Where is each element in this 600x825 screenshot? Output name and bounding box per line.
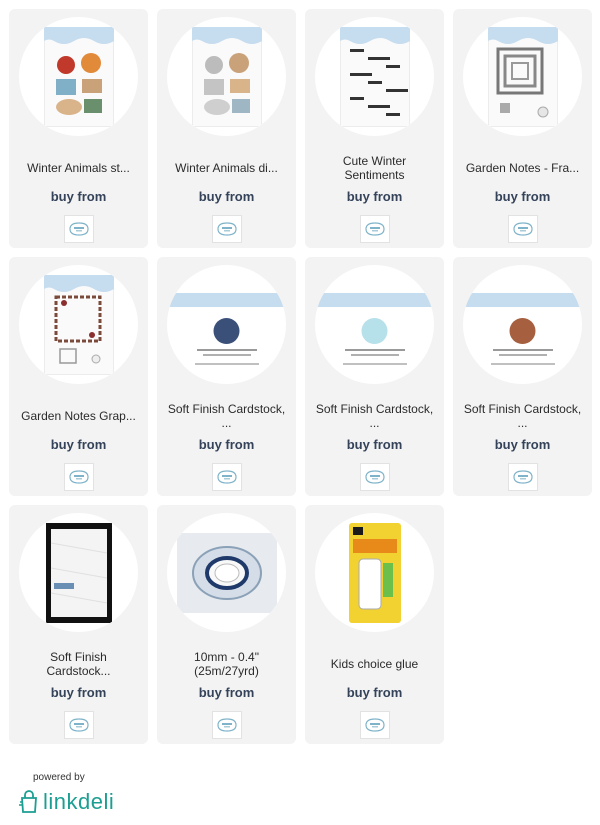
buy-from-button[interactable]: buy from — [50, 437, 107, 452]
product-image[interactable] — [315, 17, 434, 136]
powered-by-label: powered by — [33, 772, 85, 783]
product-title: Soft Finish Cardstock, ... — [463, 402, 582, 430]
buy-from-button[interactable]: buy from — [50, 189, 107, 204]
buy-from-button[interactable]: buy from — [198, 437, 255, 452]
product-image[interactable] — [19, 513, 138, 632]
product-card[interactable] — [305, 257, 444, 496]
shopping-bag-icon — [18, 790, 40, 814]
product-title: Soft Finish Cardstock... — [46, 650, 111, 678]
buy-from-button[interactable]: buy from — [346, 189, 403, 204]
product-image[interactable] — [315, 265, 434, 384]
product-card[interactable] — [453, 9, 592, 248]
product-image[interactable] — [167, 513, 286, 632]
product-title: Cute Winter Sentiments — [342, 154, 407, 182]
buy-from-button[interactable]: buy from — [494, 189, 551, 204]
product-image[interactable] — [463, 17, 582, 136]
product-title: 10mm - 0.4" (25m/27yrd) — [194, 650, 259, 678]
retailer-logo-icon[interactable] — [64, 711, 94, 739]
retailer-logo-icon[interactable] — [212, 711, 242, 739]
product-title: Soft Finish Cardstock, ... — [167, 402, 286, 430]
product-card[interactable] — [9, 9, 148, 248]
retailer-logo-icon[interactable] — [508, 463, 538, 491]
product-card[interactable] — [9, 505, 148, 744]
product-title: Garden Notes - Fra... — [465, 161, 580, 175]
retailer-logo-icon[interactable] — [508, 215, 538, 243]
buy-from-button[interactable]: buy from — [346, 437, 403, 452]
linkdeli-brand: linkdeli — [43, 789, 115, 814]
product-title: Winter Animals di... — [175, 161, 278, 175]
product-image[interactable] — [315, 513, 434, 632]
product-grid — [9, 9, 592, 744]
product-card[interactable] — [157, 257, 296, 496]
buy-from-button[interactable]: buy from — [198, 189, 255, 204]
product-image[interactable] — [167, 265, 286, 384]
product-title: Garden Notes Grap... — [21, 409, 136, 423]
product-card[interactable] — [9, 257, 148, 496]
buy-from-button[interactable]: buy from — [50, 685, 107, 700]
linkdeli-logo[interactable] — [18, 789, 114, 815]
retailer-logo-icon[interactable] — [64, 215, 94, 243]
footer — [18, 772, 114, 815]
product-title: Kids choice glue — [330, 657, 419, 671]
retailer-logo-icon[interactable] — [64, 463, 94, 491]
product-title: Soft Finish Cardstock, ... — [315, 402, 434, 430]
product-card[interactable] — [305, 505, 444, 744]
retailer-logo-icon[interactable] — [360, 711, 390, 739]
retailer-logo-icon[interactable] — [360, 215, 390, 243]
buy-from-button[interactable]: buy from — [494, 437, 551, 452]
product-title: Winter Animals st... — [27, 161, 130, 175]
product-image[interactable] — [19, 265, 138, 384]
product-card[interactable] — [157, 9, 296, 248]
product-image[interactable] — [463, 265, 582, 384]
product-card[interactable] — [305, 9, 444, 248]
retailer-logo-icon[interactable] — [212, 463, 242, 491]
buy-from-button[interactable]: buy from — [346, 685, 403, 700]
retailer-logo-icon[interactable] — [212, 215, 242, 243]
product-image[interactable] — [167, 17, 286, 136]
product-card[interactable] — [453, 257, 592, 496]
product-card[interactable] — [157, 505, 296, 744]
buy-from-button[interactable]: buy from — [198, 685, 255, 700]
product-image[interactable] — [19, 17, 138, 136]
retailer-logo-icon[interactable] — [360, 463, 390, 491]
